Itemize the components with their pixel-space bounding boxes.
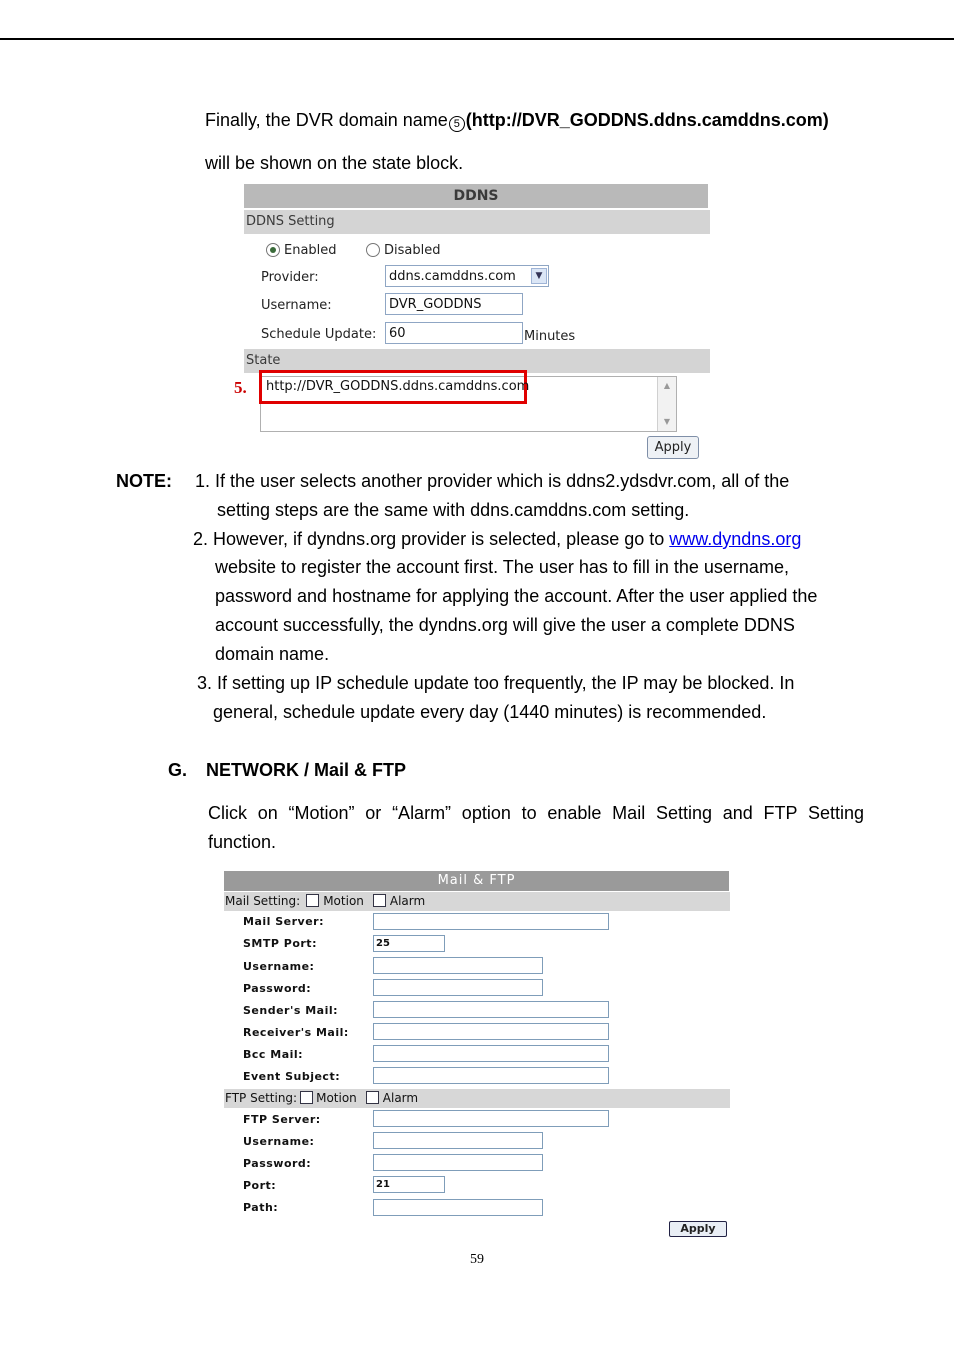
ftp-password-label: Password: xyxy=(243,1157,312,1170)
note-item-2-line-2: website to register the account first. The user has to fill in the username, xyxy=(215,557,789,577)
ftp-password-field[interactable] xyxy=(373,1154,543,1171)
header-rule xyxy=(0,38,954,40)
note-item-3-line-1: 3. If setting up IP schedule update too frequently, the IP may be blocked. In xyxy=(197,673,795,693)
ftp-setting-label: FTP Setting: xyxy=(225,1091,298,1105)
mail-server-field[interactable] xyxy=(373,913,609,930)
mail-motion-checkbox[interactable] xyxy=(306,894,319,907)
mail-ftp-apply-button[interactable]: Apply xyxy=(669,1221,727,1237)
provider-label: Provider: xyxy=(261,270,319,285)
receiver-mail-field[interactable] xyxy=(373,1023,609,1040)
chevron-down-icon[interactable]: ▼ xyxy=(531,268,547,284)
ddns-setting-header: DDNS Setting xyxy=(244,210,710,234)
intro-domain-url: (http://DVR_GODDNS.ddns.camddns.com) xyxy=(465,110,829,130)
ddns-panel-title: DDNS xyxy=(244,184,708,208)
section-g-para-line-2: function. xyxy=(208,832,277,852)
scrollbar[interactable] xyxy=(657,377,676,431)
note-item-2-line-1 xyxy=(193,528,801,550)
ftp-username-label: Username: xyxy=(243,1135,315,1148)
ftp-alarm-label: Alarm xyxy=(382,1091,419,1105)
event-subject-label: Event Subject: xyxy=(243,1070,341,1083)
note-item-2-line-4: account successfully, the dyndns.org will give the user a complete DDNS xyxy=(215,615,795,635)
mail-ftp-title: Mail & FTP xyxy=(224,871,729,891)
ftp-username-field[interactable] xyxy=(373,1132,543,1149)
username-label: Username: xyxy=(261,298,332,313)
mail-alarm-label: Alarm xyxy=(389,894,426,908)
section-g-para-line-1: Click on “Motion” or “Alarm” option to enable Mail Setting and FTP Setting xyxy=(208,803,864,823)
ftp-motion-label: Motion xyxy=(316,1091,357,1105)
smtp-port-label: SMTP Port: xyxy=(243,937,317,950)
mail-server-label: Mail Server: xyxy=(243,915,325,928)
section-g-letter: G. xyxy=(168,760,188,780)
dyndns-link[interactable]: www.dyndns.org xyxy=(669,529,802,549)
schedule-update-label: Schedule Update: xyxy=(261,327,377,342)
note-item-2-text: 2. However, if dyndns.org provider is selected, please go to xyxy=(193,529,670,549)
page-number: 59 xyxy=(470,1252,484,1267)
mail-password-label: Password: xyxy=(243,982,312,995)
mail-setting-bar xyxy=(224,892,730,911)
step-5-marker: 5. xyxy=(234,378,247,397)
mail-username-field[interactable] xyxy=(373,957,543,974)
intro-line-1 xyxy=(205,109,829,132)
ftp-setting-bar xyxy=(224,1089,730,1108)
ftp-path-field[interactable] xyxy=(373,1199,543,1216)
username-field[interactable]: DVR_GODDNS xyxy=(385,293,523,315)
smtp-port-field[interactable]: 25 xyxy=(373,935,445,952)
ftp-port-field[interactable]: 21 xyxy=(373,1176,445,1193)
note-item-2-line-5: domain name. xyxy=(215,644,330,664)
bcc-mail-label: Bcc Mail: xyxy=(243,1048,304,1061)
schedule-update-field[interactable]: 60 xyxy=(385,322,523,344)
ftp-port-label: Port: xyxy=(243,1179,277,1192)
provider-select[interactable] xyxy=(385,265,549,287)
radio-selected-dot xyxy=(270,247,276,253)
mail-ftp-panel xyxy=(224,871,729,1241)
circled-step-marker: 5 xyxy=(449,116,465,132)
state-value: http://DVR_GODDNS.ddns.camddns.com xyxy=(266,379,530,394)
ddns-apply-button[interactable]: Apply xyxy=(647,436,699,459)
note-item-1-line-2: setting steps are the same with ddns.camddns.com setting. xyxy=(217,500,690,520)
bcc-mail-field[interactable] xyxy=(373,1045,609,1062)
ftp-server-label: FTP Server: xyxy=(243,1113,321,1126)
provider-value: ddns.camddns.com xyxy=(389,269,516,284)
mail-alarm-checkbox[interactable] xyxy=(373,894,386,907)
mail-setting-label: Mail Setting: xyxy=(225,894,301,908)
state-highlight-box xyxy=(259,370,530,404)
event-subject-field[interactable] xyxy=(373,1067,609,1084)
ftp-alarm-checkbox[interactable] xyxy=(366,1091,379,1104)
note-item-2-line-3: password and hostname for applying the account. After the user applied the xyxy=(215,586,818,606)
state-header: State xyxy=(244,349,710,373)
intro-text: Finally, the DVR domain name xyxy=(205,110,448,130)
ftp-path-label: Path: xyxy=(243,1201,279,1214)
schedule-unit: Minutes xyxy=(524,329,576,344)
note-item-3-line-2: general, schedule update every day (1440 minutes) is recommended. xyxy=(213,702,767,722)
sender-mail-label: Sender's Mail: xyxy=(243,1004,339,1017)
scroll-down-icon[interactable]: ▼ xyxy=(663,417,671,426)
mail-password-field[interactable] xyxy=(373,979,543,996)
radio-enabled-label: Enabled xyxy=(284,243,337,258)
radio-enabled[interactable] xyxy=(266,243,280,257)
ftp-server-field[interactable] xyxy=(373,1110,609,1127)
note-item-1-line-1: 1. If the user selects another provider which is ddns2.ydsdvr.com, all of the xyxy=(195,471,790,491)
receiver-mail-label: Receiver's Mail: xyxy=(243,1026,349,1039)
ddns-panel xyxy=(234,184,708,462)
sender-mail-field[interactable] xyxy=(373,1001,609,1018)
note-label: NOTE: xyxy=(116,471,172,491)
radio-disabled-label: Disabled xyxy=(384,243,441,258)
mail-username-label: Username: xyxy=(243,960,315,973)
intro-line-2: will be shown on the state block. xyxy=(205,153,464,173)
mail-motion-label: Motion xyxy=(323,894,364,908)
ftp-motion-checkbox[interactable] xyxy=(300,1091,313,1104)
radio-disabled[interactable] xyxy=(366,243,380,257)
section-g-heading: NETWORK / Mail & FTP xyxy=(206,760,406,780)
scroll-up-icon[interactable]: ▲ xyxy=(663,381,671,390)
